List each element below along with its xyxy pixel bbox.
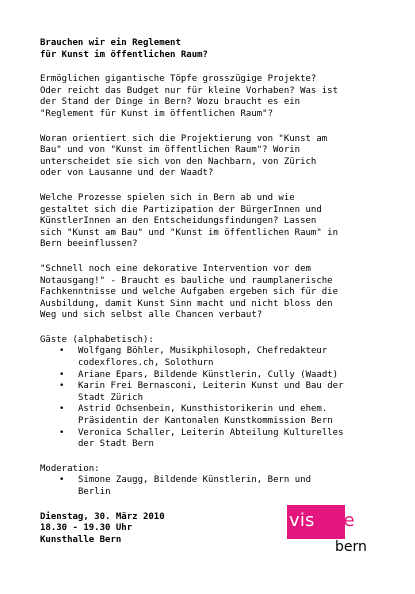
- text-line: Karin Frei Bernasconi, Leiterin Kunst und Bau der: [78, 381, 344, 392]
- bullet-icon: •: [59, 427, 65, 438]
- document-title: [40, 38, 380, 61]
- quote-paragraph: [40, 264, 380, 322]
- logo-text-arte: arte: [318, 510, 355, 531]
- moderator-item: [40, 475, 380, 498]
- moderation-heading: Moderation:: [40, 463, 100, 474]
- text-line: Weg und sich selbst alle Chancen verbaut?: [40, 310, 263, 321]
- text-line: sich "Kunst am Bau" und "Kunst im öffentlichen Raum" in: [40, 227, 339, 238]
- event-time: 18.30 - 19.30 Uhr: [40, 523, 133, 534]
- text-line: Präsidentin der Kantonalen Kunstkommission Bern: [78, 416, 333, 427]
- text-line: Astrid Ochsenbein, Kunsthistorikerin und ehem.: [78, 404, 328, 415]
- text-line: Berlin: [78, 487, 111, 497]
- text-line: Ariane Epars, Bildende Künstlerin, Cully (Waadt): [78, 369, 339, 380]
- text-line: Welche Prozesse spielen sich in Bern ab und wie: [40, 192, 295, 203]
- guests-heading: Gäste (alphabetisch):: [40, 334, 154, 345]
- text-line: Oder reicht das Budget nur für kleine Vorhaben? Was ist: [40, 85, 339, 96]
- text-line: "Schnell noch eine dekorative Intervention vor dem: [40, 263, 311, 274]
- text-line: Simone Zaugg, Bildende Künstlerin, Bern und: [78, 475, 311, 486]
- logo-text-bern: bern: [335, 539, 367, 555]
- bullet-icon: •: [59, 475, 65, 486]
- text-line: Notausgang!" - Braucht es bauliche und raumplanerische: [40, 275, 333, 286]
- guests-list: [40, 346, 380, 450]
- document-page: [40, 38, 380, 546]
- title-line: Brauchen wir ein Reglement: [40, 38, 181, 48]
- text-line: unterscheidet sie sich von den Nachbarn, von Zürich: [40, 156, 317, 167]
- logo-text-vis: vis: [289, 510, 315, 531]
- text-line: Fachkenntnisse und welche Aufgaben ergeben sich für die: [40, 287, 339, 298]
- guest-item: [40, 404, 380, 427]
- event-date: Dienstag, 30. März 2010: [40, 511, 165, 522]
- bullet-icon: •: [59, 404, 65, 415]
- text-line: Stadt Zürich: [78, 392, 144, 403]
- intro-paragraph: [40, 74, 380, 120]
- text-line: codexflores.ch, Solothurn: [78, 358, 214, 369]
- event-venue: Kunsthalle Bern: [40, 534, 122, 545]
- text-line: Bau" und von "Kunst im öffentlichen Raum"? Worin: [40, 145, 301, 156]
- text-line: Bern beeinflussen?: [40, 239, 138, 250]
- guest-item: [40, 428, 380, 451]
- text-line: "Reglement für Kunst im öffentlichen Raum"?: [40, 108, 273, 119]
- title-line: für Kunst im öffentlichen Raum?: [40, 49, 208, 60]
- guest-item: [40, 346, 380, 369]
- text-line: Ausbildung, damit Kunst Sinn macht und nicht bloss den: [40, 298, 333, 309]
- bullet-icon: •: [59, 369, 65, 380]
- bullet-icon: •: [59, 381, 65, 392]
- process-paragraph: [40, 193, 380, 251]
- comparison-paragraph: [40, 134, 380, 180]
- text-line: der Stadt Bern: [78, 439, 154, 450]
- text-line: Ermöglichen gigantische Töpfe grosszügige Projekte?: [40, 74, 317, 85]
- text-line: Wolfgang Böhler, Musikphilosoph, Chefredakteur: [78, 346, 328, 357]
- bullet-icon: •: [59, 346, 65, 357]
- text-line: KünstlerInnen an den Entscheidungsfindungen? Lassen: [40, 216, 317, 227]
- text-line: Woran orientiert sich die Projektierung von "Kunst am: [40, 133, 328, 144]
- visarte-logo: [287, 505, 379, 561]
- text-line: der Stand der Dinge in Bern? Wozu braucht es ein: [40, 97, 301, 108]
- text-line: oder von Lausanne und der Waadt?: [40, 168, 214, 179]
- text-line: gestaltet sich die Partizipation der BürgerInnen und: [40, 204, 322, 215]
- moderation-list: [40, 475, 380, 498]
- guest-item: [40, 381, 380, 404]
- text-line: Veronica Schaller, Leiterin Abteilung Kulturelles: [78, 427, 344, 438]
- guest-item: [40, 370, 380, 382]
